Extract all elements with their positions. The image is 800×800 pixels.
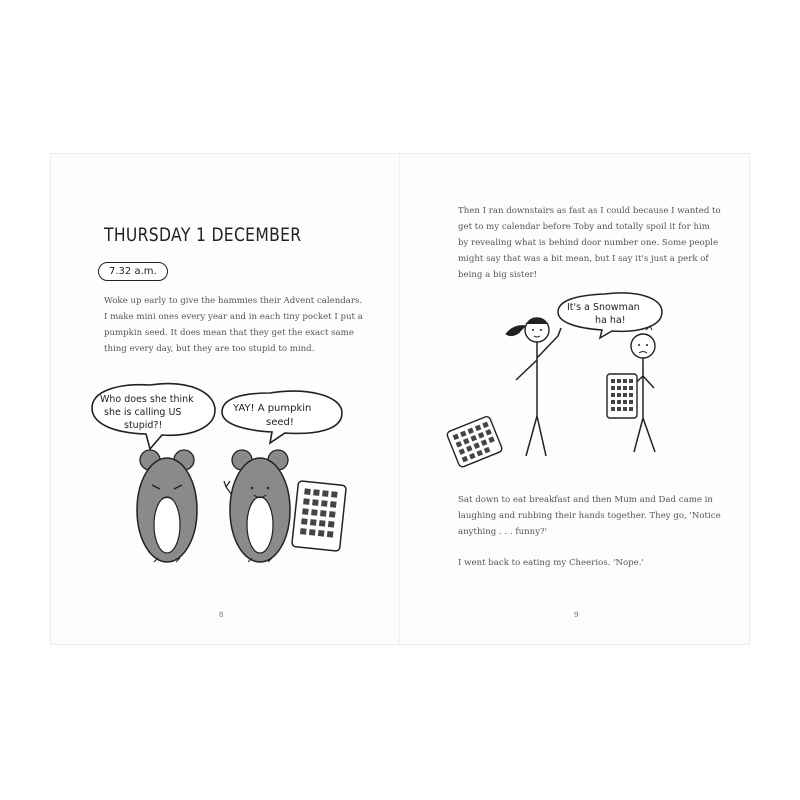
text-line: being a big sister! — [458, 270, 538, 280]
bubble-text: It's a Snowman — [567, 302, 640, 313]
right-paragraph-1 — [458, 203, 721, 283]
text-line: Sat down to eat breakfast and then Mum and Dad came in — [458, 495, 713, 505]
hamster-grumpy — [137, 450, 197, 562]
page-number: 9 — [574, 611, 579, 619]
text-line: Then I ran downstairs as fast as I could because I wanted to — [458, 206, 721, 216]
text-line: anything . . . funny?' — [458, 527, 548, 537]
bubble-text: YAY! A pumpkin — [233, 403, 312, 414]
bubble-text: she is calling US — [104, 407, 182, 418]
text-line: get to my calendar before Toby and totally spoil it for him — [458, 222, 710, 232]
text-line: might say that was a bit mean, but I say it's just a perk of — [458, 254, 709, 264]
page-heading: THURSDAY 1 DECEMBER — [104, 224, 302, 246]
left-paragraph — [104, 293, 363, 357]
bubble-text: stupid?! — [124, 420, 163, 431]
bubble-text: Who does she think — [100, 394, 194, 405]
text-line: I went back to eating my Cheerios. 'Nope.' — [458, 558, 644, 568]
text-line: thing every day, but they are too stupid to mind. — [104, 344, 315, 354]
advent-calendar-held — [607, 374, 637, 418]
speech-bubble-girl — [558, 293, 662, 338]
advent-calendar-floor — [446, 415, 503, 467]
text-line: pumpkin seed. It does mean that they get the exact same — [104, 328, 354, 338]
page-number: 8 — [219, 611, 224, 619]
bubble-text: ha ha! — [595, 315, 626, 326]
text-line: I make mini ones every year and in each tiny pocket I put a — [104, 312, 363, 322]
speech-bubble-right — [222, 391, 342, 443]
page-fold — [399, 153, 400, 645]
hamsters-illustration — [80, 375, 370, 575]
siblings-illustration — [440, 288, 680, 478]
advent-calendar — [292, 481, 347, 552]
right-paragraph-2 — [458, 492, 721, 540]
girl-stick-figure — [506, 318, 561, 456]
right-paragraph-3 — [458, 555, 644, 571]
text-line: by revealing what is behind door number one. Some people — [458, 238, 719, 248]
speech-bubble-left — [92, 384, 215, 449]
text-line: Woke up early to give the hammies their Advent calendars. — [104, 296, 363, 306]
time-badge: 7.32 a.m. — [98, 262, 168, 281]
bubble-text: seed! — [266, 417, 294, 428]
text-line: laughing and rubbing their hands together. They go, 'Notice — [458, 511, 721, 521]
hamster-happy — [224, 450, 290, 562]
